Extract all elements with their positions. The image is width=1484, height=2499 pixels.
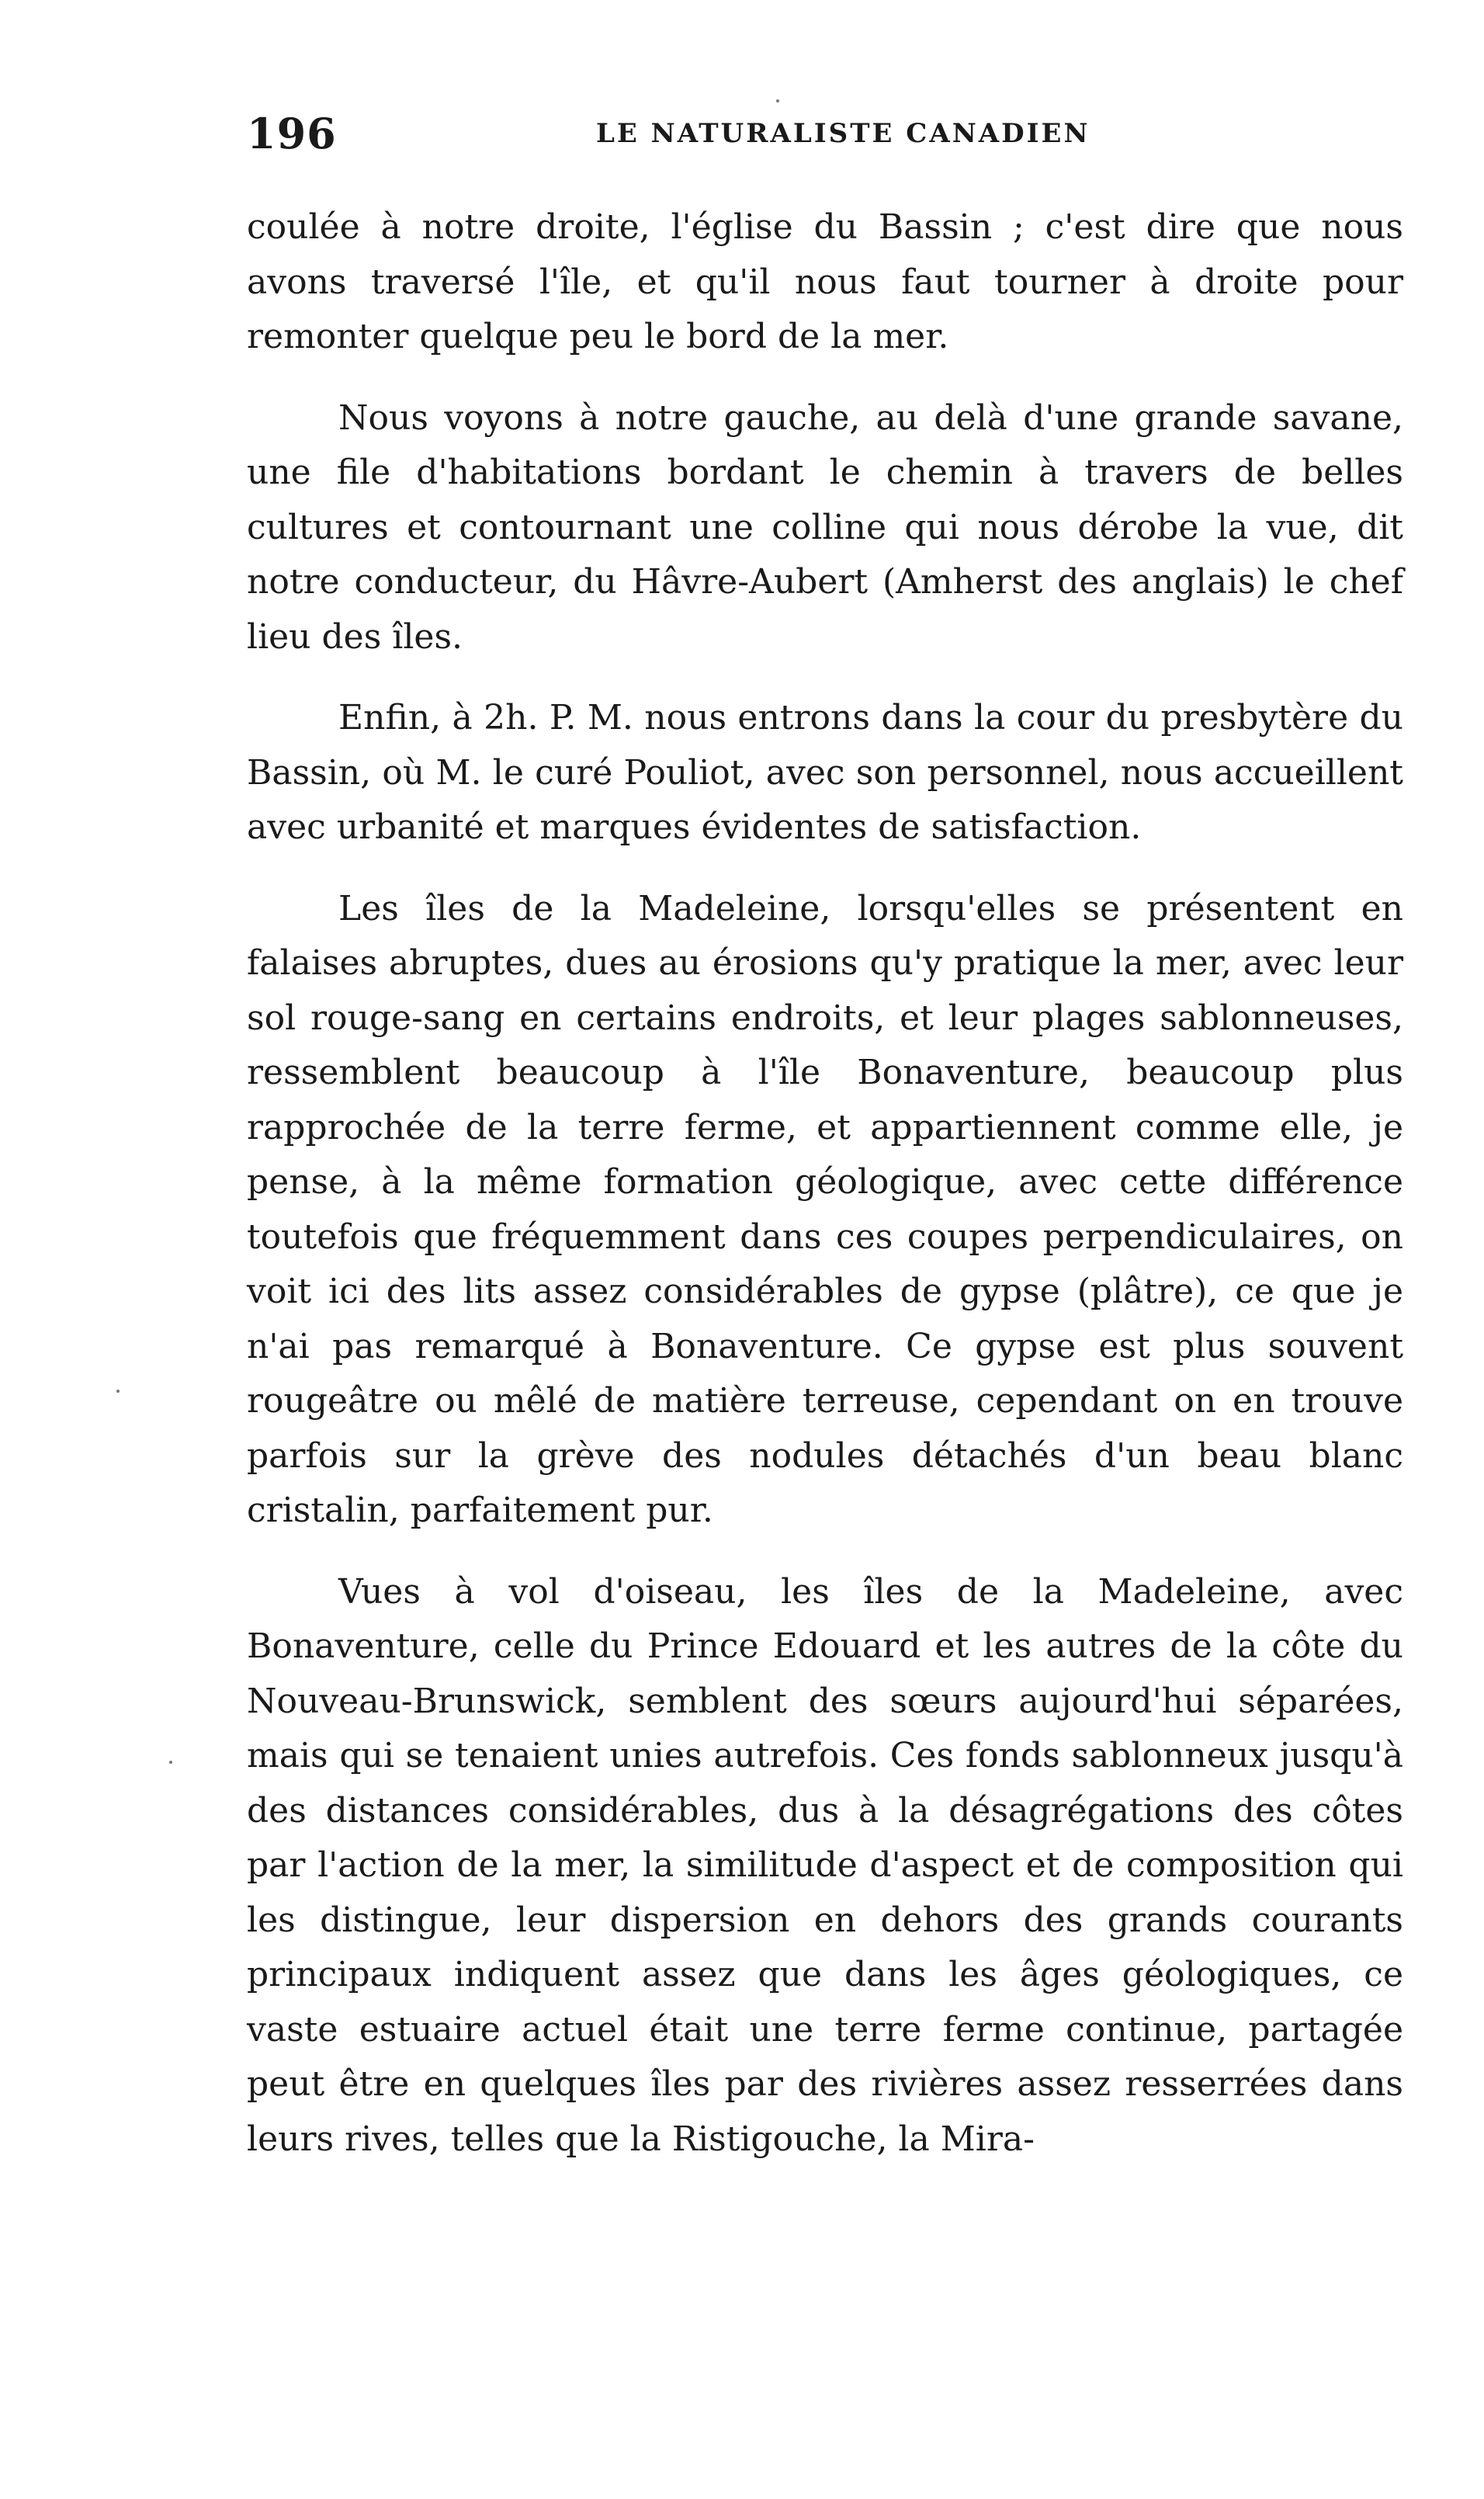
paragraph-2: Nous voyons à notre gauche, au delà d'une grande savane, une file d'habitations bordant le chemin à travers de belles cultures et contournant une colline qui nous dérobe la vue, dit notre conducteur, du Hâvre-Aubert (Amherst des anglais) le chef lieu des îles. xyxy=(247,397,1403,657)
paragraph-4: Les îles de la Madeleine, lorsqu'elles se présentent en falaises abruptes, dues au érosions qu'y pratique la mer, avec leur sol rouge-sang en certains endroits, et leur plages sablonneuses, ressemblent beaucoup à l'île Bonaventure, beaucoup plus rapprochée de la terre ferme, et appartiennent comme elle, je pense, à la même formation géologique, avec cette différence toutefois que fréquemment dans ces coupes perpendiculaires, on voit ici des lits assez considérables de gypse (plâtre), ce que je n'ai pas remarqué à Bonaventure. Ce gypse est plus souvent rougeâtre ou mêlé de matière terreuse, cependant on en trouve parfois sur la grève des nodules détachés d'un beau blanc cristalin, parfaitement pur. xyxy=(247,888,1403,1530)
running-title: LE NATURALISTE CANADIEN xyxy=(596,118,1090,149)
page-header xyxy=(247,109,1411,179)
body-text xyxy=(247,200,1403,2193)
scan-speck xyxy=(776,99,779,102)
paragraph-5: Vues à vol d'oiseau, les îles de la Madeleine, avec Bonaventure, celle du Prince Edouard et les autres de la côte du Nouveau-Brunswick, semblent des sœurs aujourd'hui séparées, mais qui se tenaient unies autrefois. Ces fonds sablonneux jusqu'à des distances considérables, dus à la désagrégations des côtes par l'action de la mer, la similitude d'aspect et de composition qui les distingue, leur dispersion en dehors des grands courants principaux indiquent assez que dans les âges géologiques, ce vaste estuaire actuel était une terre ferme continue, partagée peut être en quelques îles par des rivières assez resserrées dans leurs rives, telles que la Ristigouche, la Mira- xyxy=(247,1571,1403,2159)
paragraph-3: Enfin, à 2h. P. M. nous entrons dans la cour du presbytère du Bassin, où M. le curé Pouliot, avec son personnel, nous accueillent avec urbanité et marques évidentes de satisfaction. xyxy=(247,698,1403,847)
scan-speck xyxy=(169,1761,172,1764)
paragraph-1: coulée à notre droite, l'église du Bassin ; c'est dire que nous avons traversé l'île, et qu'il nous faut tourner à droite pour remonter quelque peu le bord de la mer. xyxy=(247,207,1403,356)
scan-speck xyxy=(116,1390,120,1393)
page-number: 196 xyxy=(247,109,337,158)
